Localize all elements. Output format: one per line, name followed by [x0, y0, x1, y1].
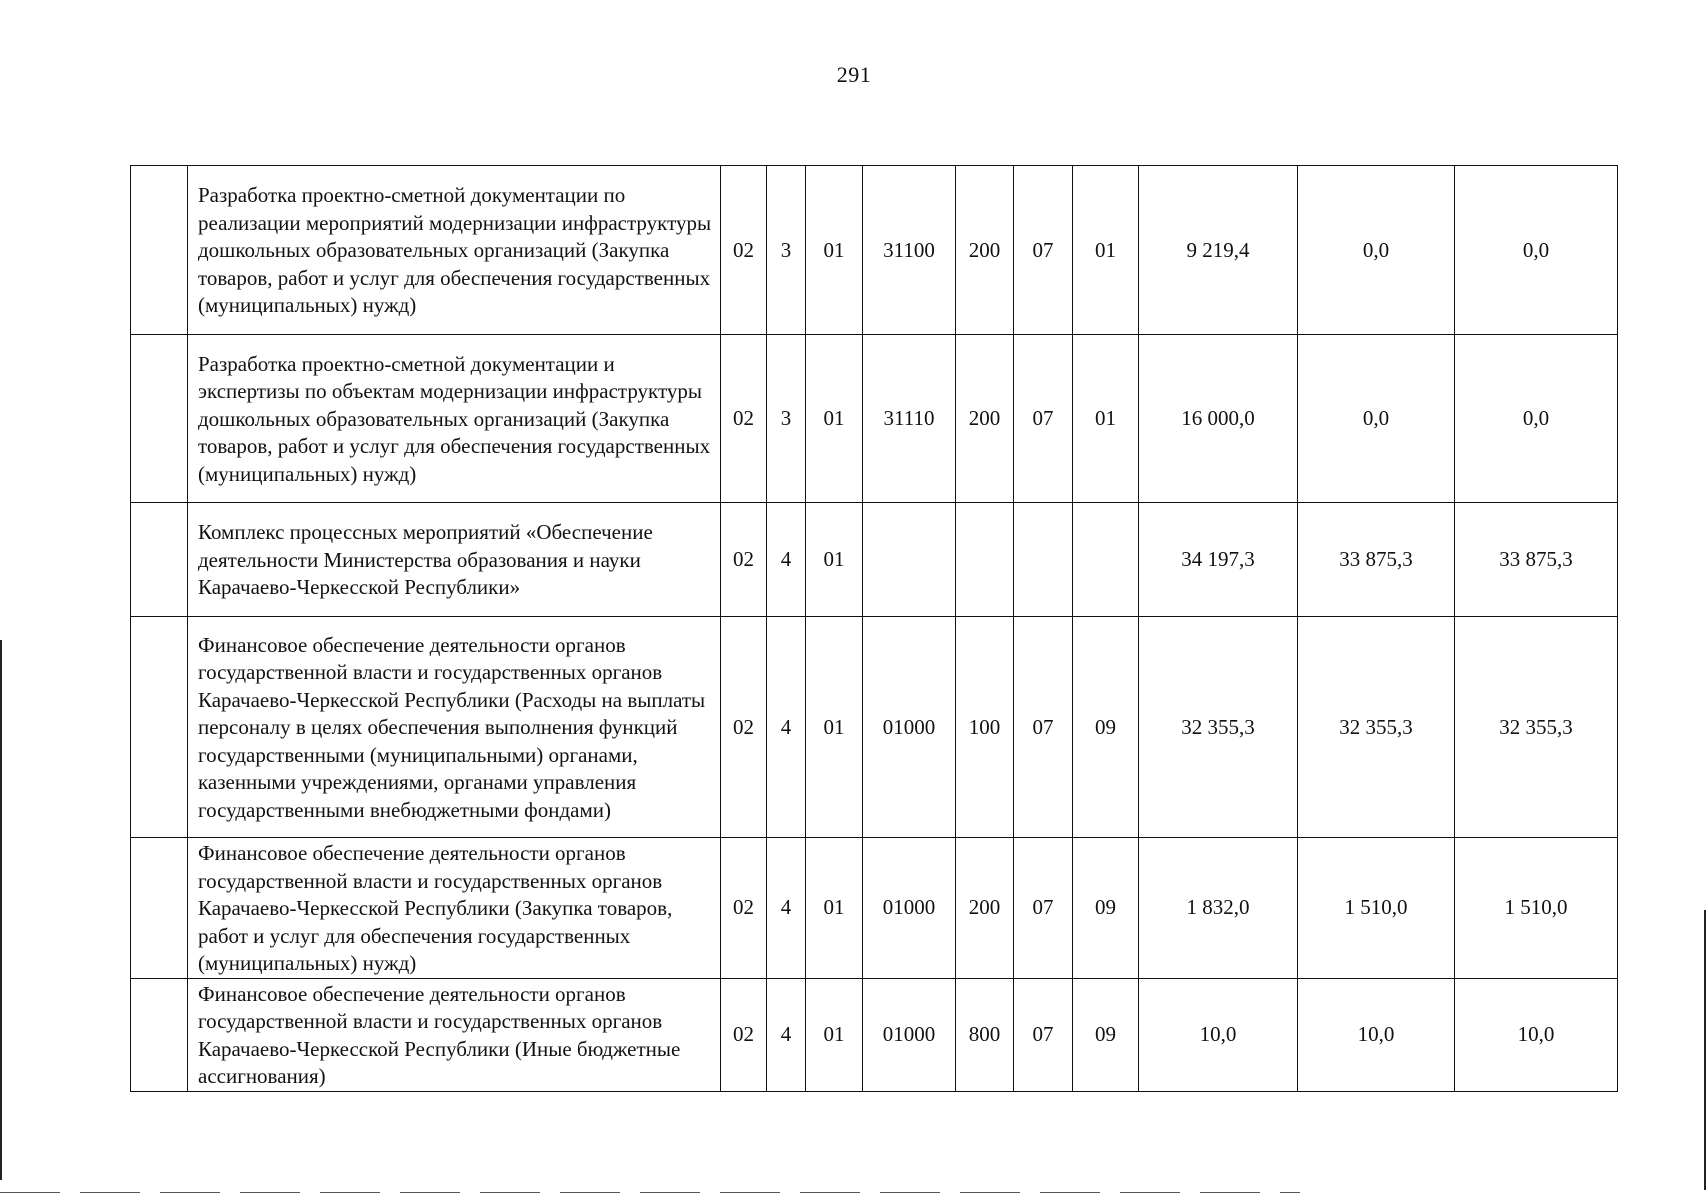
- section-cell: 07: [1014, 166, 1073, 335]
- subsection-cell: 09: [1073, 617, 1139, 838]
- scan-edge-left: [0, 640, 2, 1180]
- year1-amount-cell: 10,0: [1139, 978, 1298, 1091]
- expense-type-cell: [956, 503, 1014, 617]
- subsection-cell: 09: [1073, 978, 1139, 1091]
- main-event-cell: 01: [806, 838, 863, 979]
- row-number-cell: [131, 503, 188, 617]
- description-cell: Финансовое обеспечение деятельности органов государственной власти и государственных органов Карачаево-Черкесской Республики (Расходы на выплаты персоналу в целях обеспечения выполнения функций государственными (муниципальными) органами, казенными учреждениями, органами управления государственными внебюджетными фондами): [188, 617, 721, 838]
- year2-amount-cell: 32 355,3: [1298, 617, 1455, 838]
- program-cell: 02: [721, 166, 767, 335]
- main-event-cell: 01: [806, 617, 863, 838]
- direction-cell: [863, 503, 956, 617]
- main-event-cell: 01: [806, 503, 863, 617]
- main-event-cell: 01: [806, 978, 863, 1091]
- row-number-cell: [131, 335, 188, 503]
- subprogram-cell: 4: [767, 617, 806, 838]
- subprogram-cell: 3: [767, 335, 806, 503]
- section-cell: 07: [1014, 978, 1073, 1091]
- description-cell: Комплекс процессных мероприятий «Обеспечение деятельности Министерства образования и науки Карачаево-Черкесской Республики»: [188, 503, 721, 617]
- row-number-cell: [131, 166, 188, 335]
- subprogram-cell: 3: [767, 166, 806, 335]
- program-cell: 02: [721, 978, 767, 1091]
- table-row: [131, 978, 1618, 1091]
- direction-cell: 31110: [863, 335, 956, 503]
- program-cell: 02: [721, 335, 767, 503]
- year3-amount-cell: 33 875,3: [1455, 503, 1618, 617]
- section-cell: 07: [1014, 617, 1073, 838]
- subprogram-cell: 4: [767, 503, 806, 617]
- row-number-cell: [131, 978, 188, 1091]
- subprogram-cell: 4: [767, 978, 806, 1091]
- section-cell: 07: [1014, 838, 1073, 979]
- section-cell: 07: [1014, 335, 1073, 503]
- year2-amount-cell: 33 875,3: [1298, 503, 1455, 617]
- year2-amount-cell: 1 510,0: [1298, 838, 1455, 979]
- expense-type-cell: 200: [956, 166, 1014, 335]
- row-number-cell: [131, 617, 188, 838]
- direction-cell: 01000: [863, 838, 956, 979]
- year2-amount-cell: 0,0: [1298, 335, 1455, 503]
- year2-amount-cell: 10,0: [1298, 978, 1455, 1091]
- program-cell: 02: [721, 503, 767, 617]
- program-cell: 02: [721, 838, 767, 979]
- year1-amount-cell: 34 197,3: [1139, 503, 1298, 617]
- budget-table: [130, 165, 1618, 1092]
- row-number-cell: [131, 838, 188, 979]
- direction-cell: 31100: [863, 166, 956, 335]
- year2-amount-cell: 0,0: [1298, 166, 1455, 335]
- expense-type-cell: 100: [956, 617, 1014, 838]
- expense-type-cell: 200: [956, 335, 1014, 503]
- expense-type-cell: 800: [956, 978, 1014, 1091]
- scan-edge-right: [1704, 910, 1706, 1190]
- subsection-cell: 09: [1073, 838, 1139, 979]
- table-row: [131, 503, 1618, 617]
- year1-amount-cell: 16 000,0: [1139, 335, 1298, 503]
- year3-amount-cell: 32 355,3: [1455, 617, 1618, 838]
- main-event-cell: 01: [806, 335, 863, 503]
- subsection-cell: 01: [1073, 335, 1139, 503]
- subsection-cell: [1073, 503, 1139, 617]
- year3-amount-cell: 0,0: [1455, 166, 1618, 335]
- year3-amount-cell: 0,0: [1455, 335, 1618, 503]
- direction-cell: 01000: [863, 617, 956, 838]
- program-cell: 02: [721, 617, 767, 838]
- year3-amount-cell: 1 510,0: [1455, 838, 1618, 979]
- direction-cell: 01000: [863, 978, 956, 1091]
- year1-amount-cell: 9 219,4: [1139, 166, 1298, 335]
- subsection-cell: 01: [1073, 166, 1139, 335]
- table-row: [131, 617, 1618, 838]
- main-event-cell: 01: [806, 166, 863, 335]
- year1-amount-cell: 32 355,3: [1139, 617, 1298, 838]
- subprogram-cell: 4: [767, 838, 806, 979]
- year3-amount-cell: 10,0: [1455, 978, 1618, 1091]
- description-cell: Разработка проектно-сметной документации по реализации мероприятий модернизации инфраструктуры дошкольных образовательных организаций (Закупка товаров, работ и услуг для обеспечения государственных (муниципальных) нужд): [188, 166, 721, 335]
- scan-edge-bottom: [0, 1192, 1300, 1193]
- section-cell: [1014, 503, 1073, 617]
- table-row: [131, 838, 1618, 979]
- expense-type-cell: 200: [956, 838, 1014, 979]
- year1-amount-cell: 1 832,0: [1139, 838, 1298, 979]
- table-row: [131, 335, 1618, 503]
- description-cell: Финансовое обеспечение деятельности органов государственной власти и государственных органов Карачаево-Черкесской Республики (Закупка товаров, работ и услуг для обеспечения государственных (муниципальных) нужд): [188, 838, 721, 979]
- page-number: 291: [836, 62, 872, 87]
- description-cell: Разработка проектно-сметной документации и экспертизы по объектам модернизации инфраструктуры дошкольных образовательных организаций (Закупка товаров, работ и услуг для обеспечения государственных (муниципальных) нужд): [188, 335, 721, 503]
- table-row: [131, 166, 1618, 335]
- description-cell: Финансовое обеспечение деятельности органов государственной власти и государственных органов Карачаево-Черкесской Республики (Иные бюджетные ассигнования): [188, 978, 721, 1091]
